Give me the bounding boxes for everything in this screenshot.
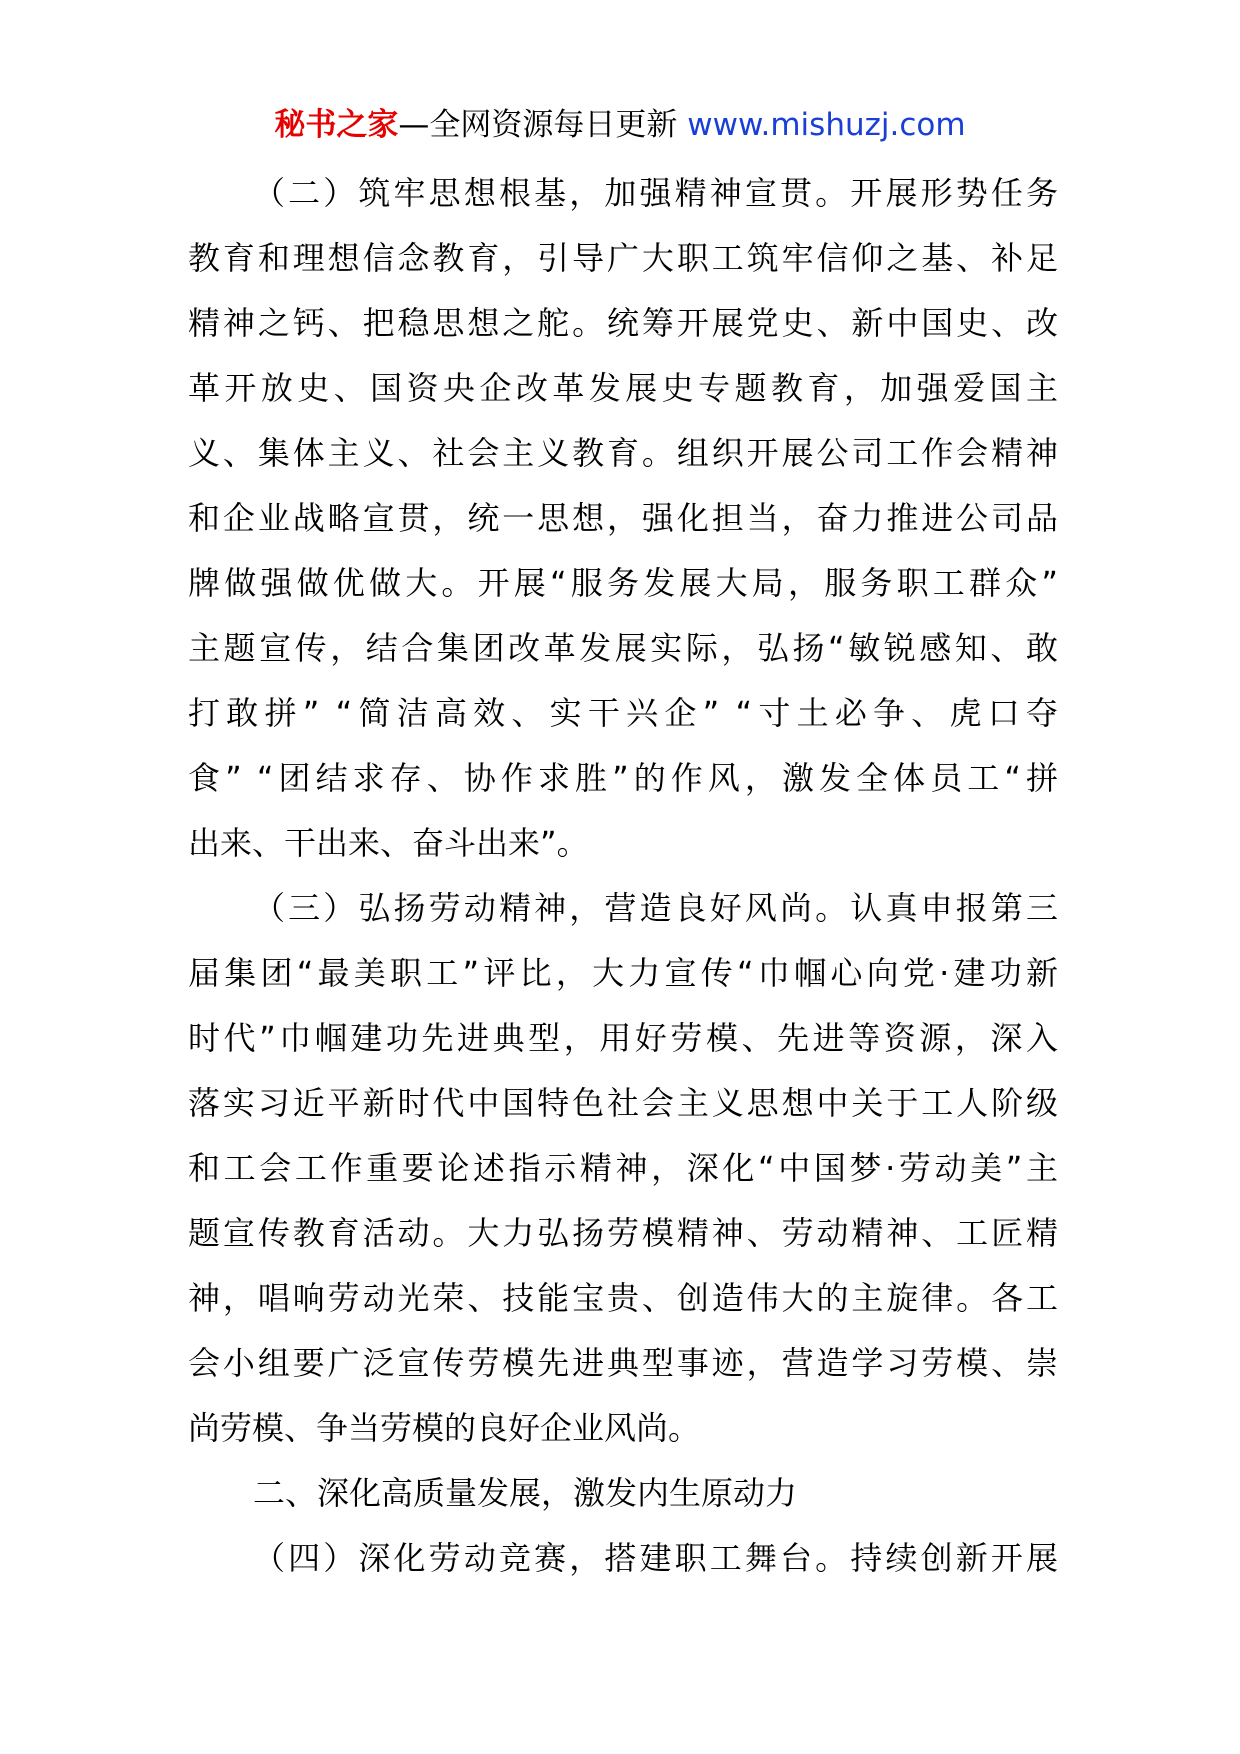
text-line: （三）弘扬劳动精神，营造良好风尚。认真申报第三 xyxy=(253,889,1058,927)
text-line: 尚劳模、争当劳模的良好企业风尚。 xyxy=(188,1409,701,1447)
page-header xyxy=(0,100,1240,150)
header-brand: 秘书之家 xyxy=(274,107,399,143)
text-line: 和工会工作重要论述指示精神，深化“中国梦·劳动美”主 xyxy=(188,1149,1058,1187)
text-line: 义、集体主义、社会主义教育。组织开展公司工作会精神 xyxy=(188,434,1058,472)
text-line: （二）筑牢思想根基，加强精神宣贯。开展形势任务 xyxy=(253,174,1058,212)
text-line: 出来、干出来、奋斗出来”。 xyxy=(188,824,589,862)
text-line: 打敢拼” “简洁高效、实干兴企” “寸土必争、虎口夺 xyxy=(188,694,1058,732)
text-line: 时代”巾帼建功先进典型，用好劳模、先进等资源，深入 xyxy=(188,1019,1058,1057)
text-line: 和企业战略宣贯，统一思想，强化担当，奋力推进公司品 xyxy=(188,499,1058,537)
text-line: 主题宣传，结合集团改革发展实际，弘扬“敏锐感知、敢 xyxy=(188,629,1058,667)
text-line: 会小组要广泛宣传劳模先进典型事迹，营造学习劳模、崇 xyxy=(188,1344,1058,1382)
text-line: 神，唱响劳动光荣、技能宝贵、创造伟大的主旋律。各工 xyxy=(188,1279,1058,1317)
text-line: （四）深化劳动竞赛，搭建职工舞台。持续创新开展 xyxy=(253,1539,1058,1577)
text-line: 牌做强做优做大。开展“服务发展大局，服务职工群众” xyxy=(188,564,1058,602)
text-line: 精神之钙、把稳思想之舵。统筹开展党史、新中国史、改 xyxy=(188,304,1058,342)
text-line: 食” “团结求存、协作求胜”的作风，激发全体员工“拼 xyxy=(188,759,1058,797)
document-body xyxy=(188,161,1058,1591)
text-line: 届集团“最美职工”评比，大力宣传“巾帼心向党·建功新 xyxy=(188,954,1058,992)
header-site-link[interactable]: www.mishuzj.com xyxy=(687,107,966,143)
text-line: 二、深化高质量发展，激发内生原动力 xyxy=(253,1474,798,1512)
text-line: 革开放史、国资央企改革发展史专题教育，加强爱国主 xyxy=(188,369,1058,407)
text-line: 教育和理想信念教育，引导广大职工筑牢信仰之基、补足 xyxy=(188,239,1058,277)
text-line: 落实习近平新时代中国特色社会主义思想中关于工人阶级 xyxy=(188,1084,1058,1122)
header-tagline: —全网资源每日更新 xyxy=(398,107,688,143)
text-line: 题宣传教育活动。大力弘扬劳模精神、劳动精神、工匠精 xyxy=(188,1214,1058,1252)
